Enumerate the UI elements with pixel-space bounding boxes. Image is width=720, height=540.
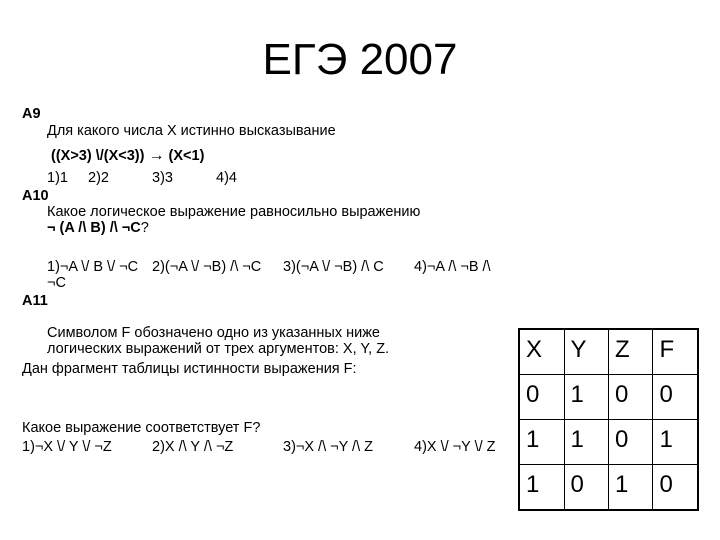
question-a11-fragment: Дан фрагмент таблицы истинности выражения F: <box>22 361 357 377</box>
a11-answer-3: 3)¬X /\ ¬Y /\ Z <box>283 439 373 455</box>
table-row <box>519 375 698 420</box>
question-a9-text: Для какого числа X истинно высказывание <box>47 123 336 139</box>
table-cell: 0 <box>609 375 653 420</box>
table-header-cell: F <box>653 329 698 375</box>
page-title: ЕГЭ 2007 <box>262 35 458 84</box>
question-a11-question: Какое выражение соответствует F? <box>22 420 261 436</box>
table-cell: 1 <box>609 465 653 511</box>
truth-table <box>518 328 699 511</box>
table-header-cell: X <box>519 329 564 375</box>
a10-expr-suffix: ? <box>140 220 149 236</box>
question-a10-expression <box>47 220 149 237</box>
a10-answer-2: 2)(¬A \/ ¬B) /\ ¬C <box>152 259 262 275</box>
table-cell: 0 <box>609 420 653 465</box>
table-header-cell: Z <box>609 329 653 375</box>
a11-answer-4: 4)X \/ ¬Y \/ Z <box>414 439 496 455</box>
table-cell: 0 <box>653 375 698 420</box>
table-header-cell: Y <box>564 329 609 375</box>
a10-expr: ¬ (A /\ B) /\ ¬C <box>47 220 141 236</box>
table-cell: 1 <box>564 420 609 465</box>
a10-answer-3: 3)(¬A \/ ¬B) /\ C <box>283 259 384 275</box>
a11-answer-1: 1)¬X \/ Y \/ ¬Z <box>22 439 112 455</box>
question-a9-label: A9 <box>22 106 41 122</box>
question-a11-label: A11 <box>22 293 48 309</box>
a9-answer-2: 2)2 <box>88 170 109 186</box>
table-cell: 0 <box>519 375 564 420</box>
question-a10-text: Какое логическое выражение равносильно выражению <box>47 204 421 220</box>
table-cell: 1 <box>564 375 609 420</box>
table-cell: 0 <box>564 465 609 511</box>
table-row <box>519 420 698 465</box>
question-a11-text-line2: логических выражений от трех аргументов: X, Y, Z. <box>47 341 390 357</box>
implication-arrow-icon: → <box>148 147 165 164</box>
question-a9-expression <box>51 147 204 165</box>
table-cell: 1 <box>519 465 564 511</box>
question-a11-text-line1: Символом F обозначено одно из указанных ниже <box>47 325 380 341</box>
truth-table-header-row <box>519 329 698 375</box>
a10-answer-4-wrap: ¬C <box>47 275 66 291</box>
a9-expr-left: ((X>3) \/(X<3)) <box>51 148 145 164</box>
a10-answer-1: 1)¬A \/ B \/ ¬C <box>47 259 139 275</box>
a9-answer-1: 1)1 <box>47 170 68 186</box>
a9-answer-4: 4)4 <box>216 170 237 186</box>
table-cell: 1 <box>519 420 564 465</box>
a11-answer-2: 2)X /\ Y /\ ¬Z <box>152 439 234 455</box>
table-cell: 1 <box>653 420 698 465</box>
table-cell: 0 <box>653 465 698 511</box>
a9-expr-right: (X<1) <box>168 148 205 164</box>
a10-answer-4: 4)¬A /\ ¬B /\ <box>414 259 491 275</box>
question-a10-label: A10 <box>22 188 49 204</box>
a9-answer-3: 3)3 <box>152 170 173 186</box>
table-row <box>519 465 698 511</box>
